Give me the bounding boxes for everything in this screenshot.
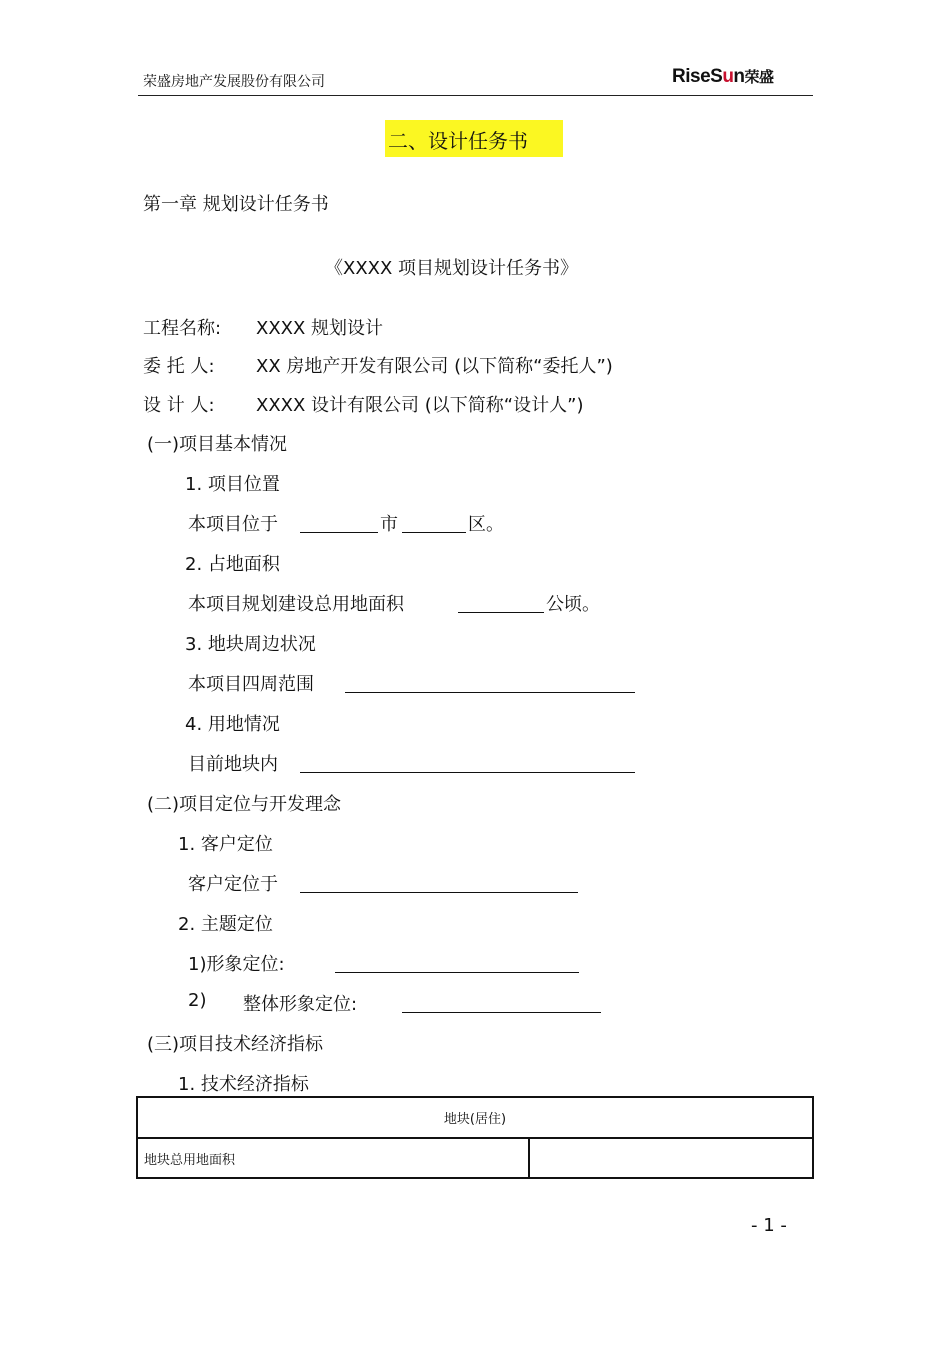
project-name-label: 工程名称: [143,318,222,339]
overall-image-text: 整体形象定位: [243,994,358,1015]
section2-heading: (二)项目定位与开发理念 [147,794,342,815]
section2-item2: 2. 主题定位 [178,914,273,935]
district-blank [402,532,466,533]
logo-sun-icon: u [722,66,734,87]
book-title: 《XXXX 项目规划设计任务书》 [325,258,579,279]
logo-latin-a: RiseS [672,66,723,87]
area-text-a: 本项目规划建设总用地面积 [188,594,404,615]
location-text-b: 市 [380,514,398,535]
location-text-c: 区。 [468,514,504,535]
table-cell-label: 地块总用地面积 [137,1138,529,1178]
section1-item1: 1. 项目位置 [185,474,280,495]
table-row [137,1138,813,1178]
project-name-value: XXXX 规划设计 [256,318,384,339]
section1-item4: 4. 用地情况 [185,714,280,735]
area-text-b: 公顷。 [546,594,600,615]
section1-heading: (一)项目基本情况 [147,434,288,455]
risesun-logo [672,66,774,88]
client-label: 委 托 人: [143,356,215,377]
overall-image-num: 2) [188,990,207,1011]
chapter-heading: 第一章 规划设计任务书 [143,194,329,215]
table-cell-value [529,1138,813,1178]
table-header-row [137,1097,813,1138]
designer-value: XXXX 设计有限公司 (以下简称“设计人”) [256,395,584,416]
header-divider [138,95,813,96]
land-use-text: 目前地块内 [188,754,278,775]
surroundings-blank [345,692,635,693]
section2-item1: 1. 客户定位 [178,834,273,855]
area-blank [458,612,544,613]
city-blank [300,532,378,533]
logo-cn: 荣盛 [744,68,774,86]
designer-label: 设 计 人: [143,395,215,416]
technical-index-table [136,1096,814,1179]
overall-image-blank [402,1012,601,1013]
page-number: - 1 - [751,1215,787,1236]
customer-positioning-blank [300,892,578,893]
location-text-a: 本项目位于 [188,514,278,535]
image-positioning-text: 1)形象定位: [188,954,285,975]
page-title: 二、设计任务书 [388,129,528,153]
section1-item2: 2. 占地面积 [185,554,280,575]
image-positioning-blank [335,972,579,973]
land-use-blank [300,772,635,773]
section1-item3: 3. 地块周边状况 [185,634,316,655]
logo-latin-b: n [733,66,745,87]
header-company-name: 荣盛房地产发展股份有限公司 [143,74,325,90]
customer-positioning-text: 客户定位于 [188,874,278,895]
table-header-cell: 地块(居住) [137,1097,813,1138]
surroundings-text: 本项目四周范围 [188,674,314,695]
section3-heading: (三)项目技术经济指标 [147,1034,324,1055]
section3-item1: 1. 技术经济指标 [178,1074,309,1095]
client-value: XX 房地产开发有限公司 (以下简称“委托人”) [256,356,613,377]
